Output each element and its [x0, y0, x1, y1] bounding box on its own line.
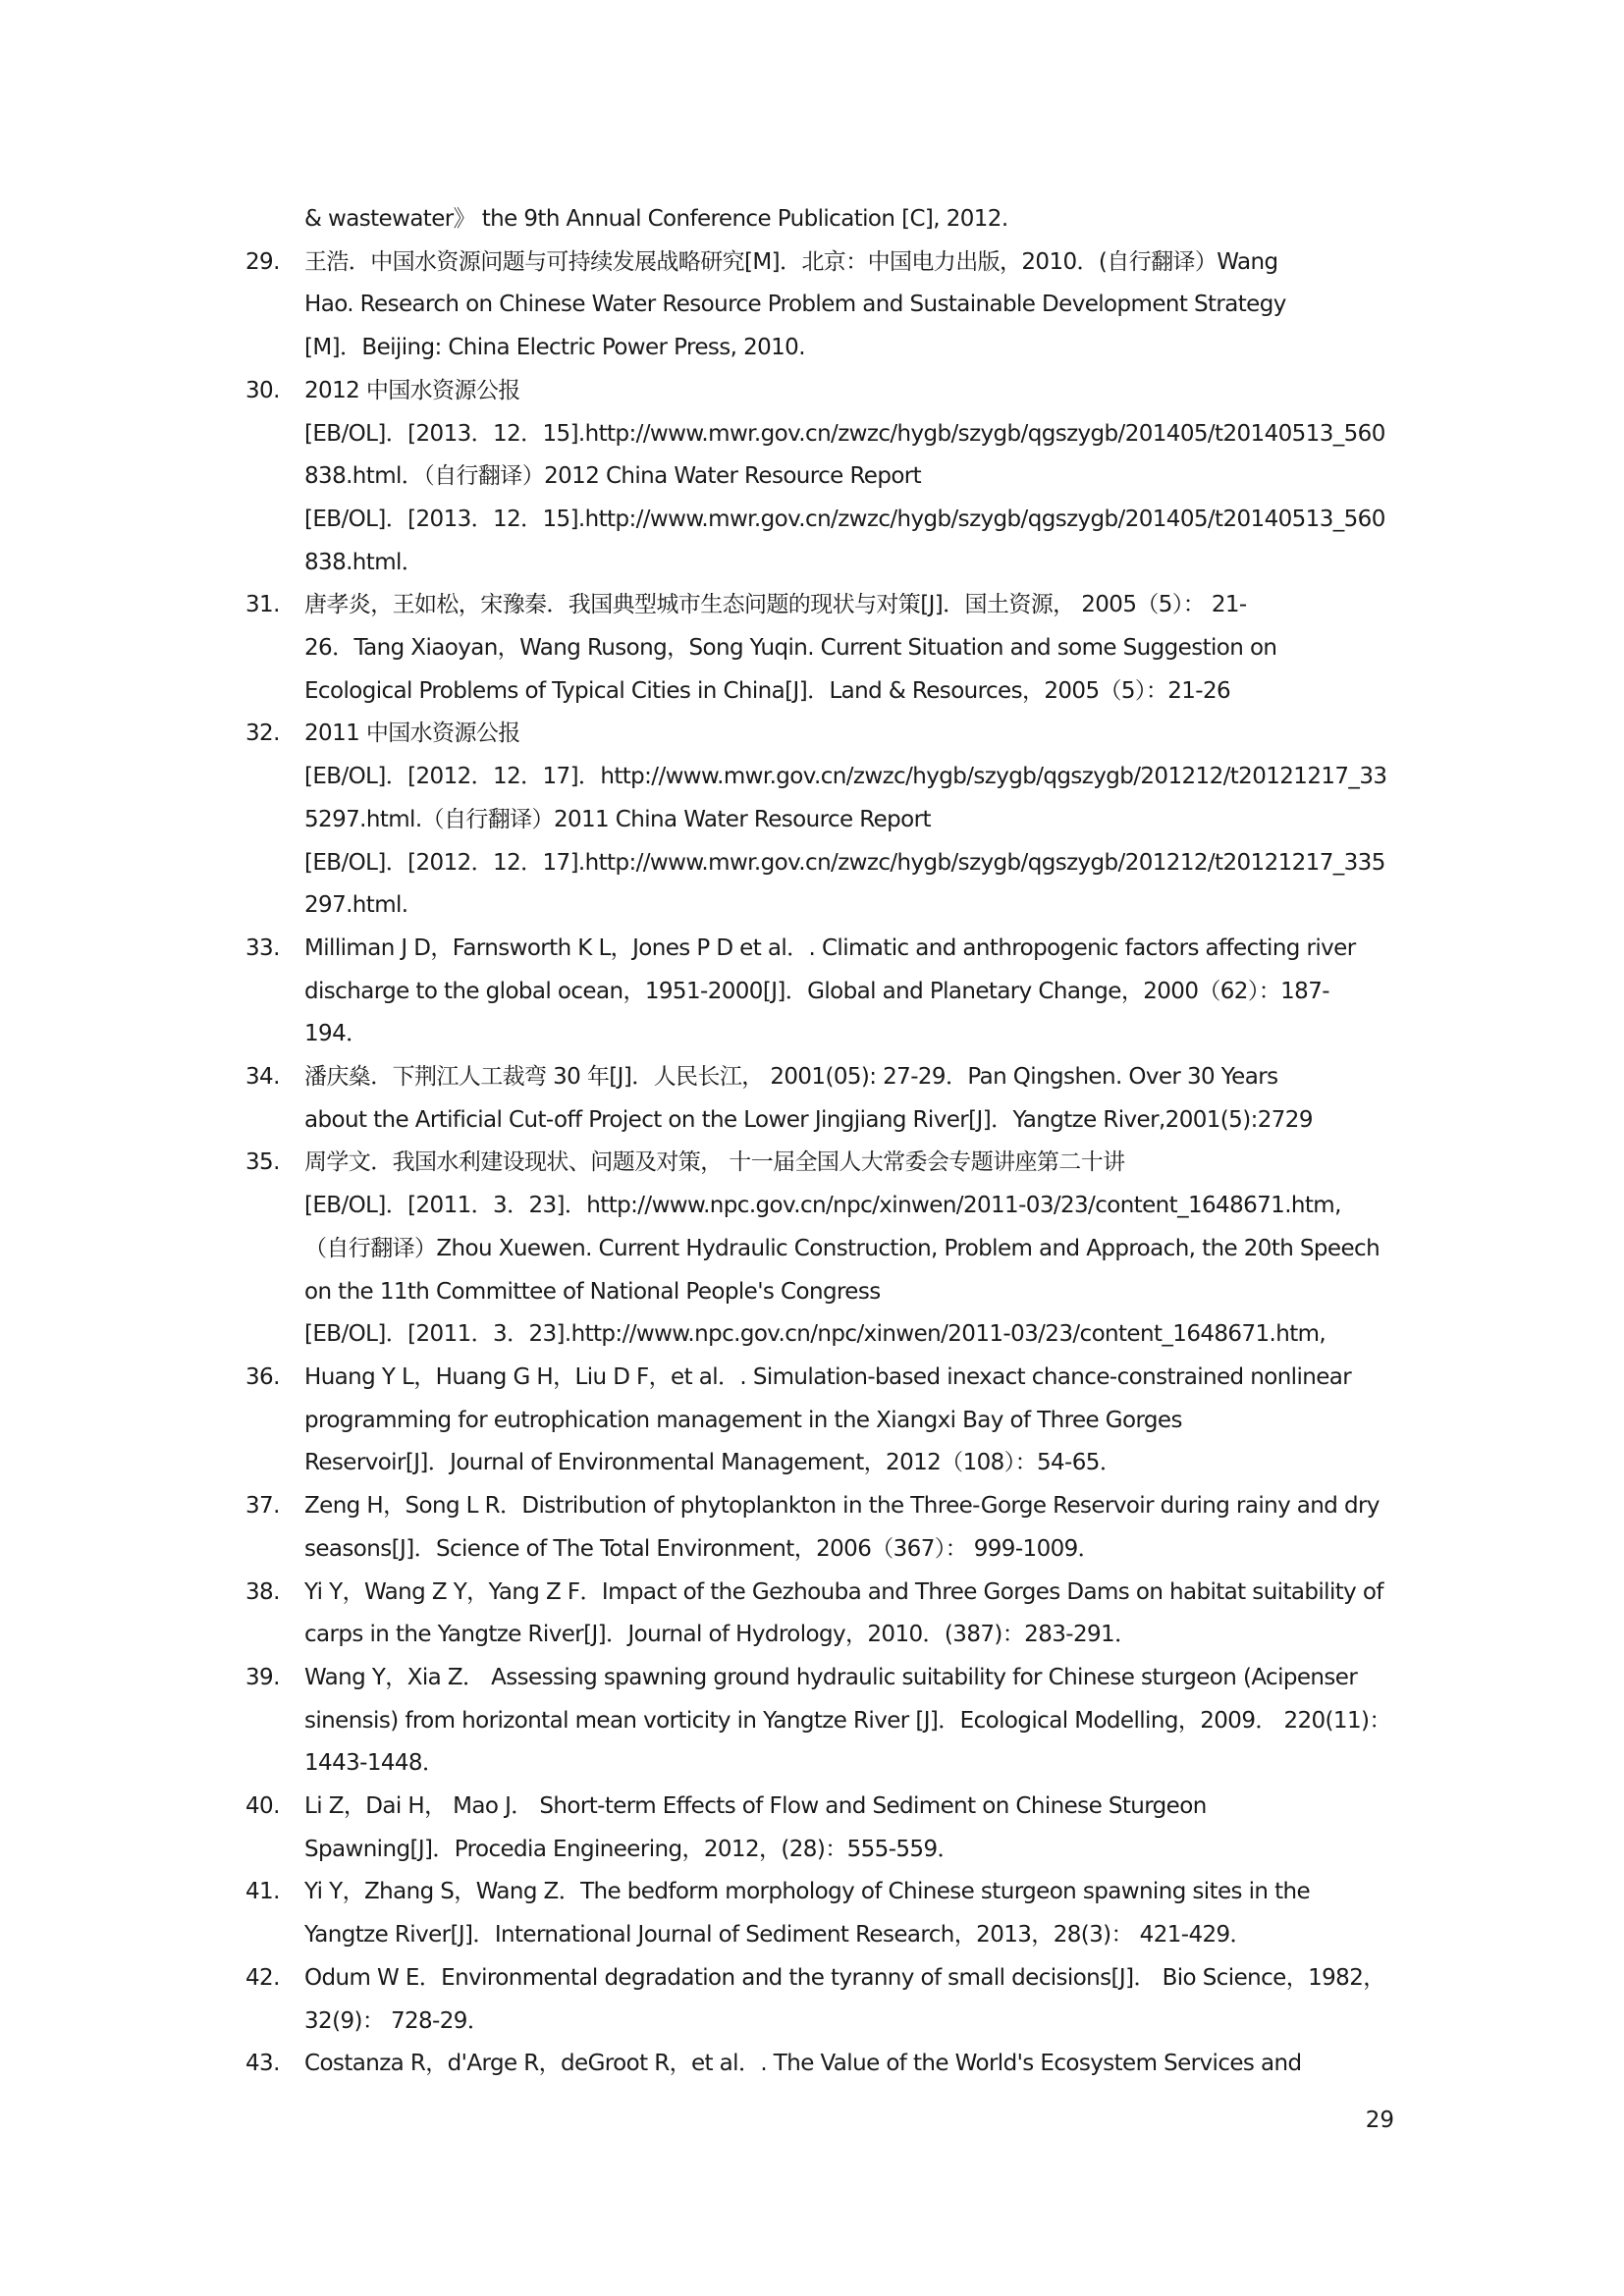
reference-line: [M]．Beijing: China Electric Power Press, 2010.: [304, 335, 805, 361]
reference-line: 5297.html.（自行翻译）2011 China Water Resource Report: [304, 806, 931, 832]
reference-line: Li Z，Dai H， Mao J． Short-term Effects of Flow and Sediment on Chinese Sturgeon: [304, 1793, 1207, 1820]
reference-line: Huang Y L，Huang G H，Liu D F，et al．. Simulation-based inexact chance-constrained nonlinear: [304, 1363, 1352, 1390]
reference-number: 29.: [245, 248, 280, 275]
reference-number: 34.: [245, 1064, 280, 1091]
reference-line: 2011 中国水资源公报: [304, 721, 520, 747]
reference-line: [EB/OL]．[2013．12．15].http://www.mwr.gov.cn/zwzc/hygb/szygb/qgszygb/201405/t20140513_560: [304, 420, 1385, 447]
reference-line: [EB/OL]．[2011．3．23].http://www.npc.gov.cn/npc/xinwen/2011-03/23/content_1648671.htm,: [304, 1321, 1326, 1348]
reference-number: 37.: [245, 1493, 280, 1520]
reference-number: 39.: [245, 1664, 280, 1690]
reference-line: Odum W E．Environmental degradation and the tyranny of small decisions[J]． Bio Science，1982，: [304, 1964, 1385, 1991]
reference-item: [245, 1871, 1394, 1956]
reference-line: 297.html.: [304, 892, 408, 919]
reference-line: sinensis) from horizontal mean vorticity in Yangtze River [J]．Ecological Modelling，2009． 220(11)：: [304, 1707, 1391, 1734]
reference-line: discharge to the global ocean，1951-2000[J]．Global and Planetary Change，2000（62）：187-: [304, 978, 1329, 1004]
reference-number: 40.: [245, 1793, 280, 1820]
reference-continuation: [245, 198, 1394, 241]
reference-number: 30.: [245, 377, 280, 403]
reference-line: 唐孝炎，王如松，宋豫秦．我国典型城市生态问题的现状与对策[J]．国土资源， 2005（5）： 21-: [304, 592, 1247, 618]
reference-number: 35.: [245, 1149, 280, 1176]
reference-line: 1443-1448．: [304, 1750, 445, 1777]
reference-number: 33.: [245, 934, 280, 961]
reference-item: [245, 1485, 1394, 1571]
reference-line: Zeng H，Song L R．Distribution of phytoplankton in the Three-Gorge Reservoir during rainy and dry: [304, 1493, 1380, 1520]
reference-item: [245, 2043, 1394, 2086]
reference-number: 31.: [245, 592, 280, 618]
reference-line: [EB/OL]．[2011．3．23]．http://www.npc.gov.cn/npc/xinwen/2011-03/23/content_1648671.htm,: [304, 1193, 1341, 1219]
reference-line: about the Artificial Cut-off Project on the Lower Jingjiang River[J]．Yangtze River,2001(5):2729: [304, 1106, 1313, 1133]
reference-item: [245, 584, 1394, 713]
reference-line: 194．: [304, 1021, 368, 1047]
reference-line: Hao. Research on Chinese Water Resource Problem and Sustainable Development Strategy: [304, 292, 1286, 318]
reference-line: Costanza R，d'Arge R，deGroot R，et al．. The Value of the World's Ecosystem Services and: [304, 2051, 1302, 2077]
reference-item: [245, 1357, 1394, 1485]
reference-line: Ecological Problems of Typical Cities in China[J]．Land & Resources，2005（5）：21-26: [304, 677, 1231, 704]
reference-item: [245, 928, 1394, 1056]
reference-item: [245, 1142, 1394, 1357]
reference-line: [EB/OL]．[2012．12．17].http://www.mwr.gov.cn/zwzc/hygb/szygb/qgszygb/201212/t20121217_335: [304, 849, 1385, 876]
reference-line: [EB/OL]．[2013．12．15].http://www.mwr.gov.cn/zwzc/hygb/szygb/qgszygb/201405/t20140513_560: [304, 506, 1385, 532]
reference-number: 41.: [245, 1879, 280, 1905]
reference-line: Yi Y，Zhang S，Wang Z．The bedform morphology of Chinese sturgeon spawning sites in the: [304, 1879, 1311, 1905]
reference-line: Wang Y，Xia Z． Assessing spawning ground hydraulic suitability for Chinese sturgeon (Acipenser: [304, 1664, 1358, 1690]
reference-line: carps in the Yangtze River[J]．Journal of Hydrology，2010．(387)：283-291．: [304, 1622, 1137, 1648]
reference-line: 838.html．（自行翻译）2012 China Water Resource Report: [304, 463, 922, 490]
reference-line: Reservoir[J]．Journal of Environmental Management，2012（108）：54-65．: [304, 1450, 1122, 1476]
reference-line: programming for eutrophication management in the Xiangxi Bay of Three Gorges: [304, 1407, 1182, 1433]
reference-item: [245, 713, 1394, 928]
reference-line: [EB/OL]．[2012．12．17]．http://www.mwr.gov.cn/zwzc/hygb/szygb/qgszygb/201212/t20121217_33: [304, 764, 1387, 790]
reference-number: 32.: [245, 721, 280, 747]
reference-line: 32(9)： 728-29．: [304, 2007, 490, 2034]
reference-line: on the 11th Committee of National People's Congress: [304, 1278, 881, 1305]
reference-number: 38.: [245, 1578, 280, 1605]
reference-item: [245, 1056, 1394, 1142]
reference-line: 潘庆燊．下荆江人工裁弯 30 年[J]．人民长江， 2001(05): 27-29．Pan Qingshen. Over 30 Years: [304, 1064, 1278, 1091]
reference-line: （自行翻译）Zhou Xuewen. Current Hydraulic Construction, Problem and Approach, the 20th Speech: [304, 1235, 1380, 1261]
reference-number: 36.: [245, 1363, 280, 1390]
reference-line: 838.html．: [304, 549, 424, 575]
reference-item: [245, 1957, 1394, 2043]
page-number: 29: [1365, 2108, 1394, 2133]
reference-number: 43.: [245, 2051, 280, 2077]
reference-line: Yangtze River[J]．International Journal of Sediment Research，2013，28(3)： 421-429．: [304, 1922, 1252, 1949]
reference-line: Spawning[J]．Procedia Engineering，2012，(28)：555-559．: [304, 1836, 959, 1862]
reference-line: Milliman J D，Farnsworth K L，Jones P D et al．. Climatic and anthropogenic factors affecting river: [304, 934, 1356, 961]
reference-item: [245, 1572, 1394, 1657]
reference-item: [245, 1786, 1394, 1871]
reference-line: & wastewater》 the 9th Annual Conference Publication [C], 2012.: [304, 206, 1008, 232]
reference-number: 42.: [245, 1964, 280, 1991]
reference-item: [245, 1657, 1394, 1786]
reference-line: 26．Tang Xiaoyan，Wang Rusong，Song Yuqin. Current Situation and some Suggestion on: [304, 635, 1277, 662]
reference-item: [245, 241, 1394, 370]
reference-line: seasons[J]．Science of The Total Environment，2006（367）： 999-1009．: [304, 1535, 1101, 1562]
reference-line: 2012 中国水资源公报: [304, 377, 520, 403]
reference-line: Yi Y，Wang Z Y，Yang Z F．Impact of the Gezhouba and Three Gorges Dams on habitat suitability of: [304, 1578, 1383, 1605]
reference-list: [245, 198, 1394, 2086]
reference-line: 王浩．中国水资源问题与可持续发展战略研究[M]．北京：中国电力出版，2010．(自行翻译）Wang: [304, 248, 1278, 275]
reference-item: [245, 370, 1394, 585]
reference-line: 周学文．我国水利建设现状、问题及对策， 十一届全国人大常委会专题讲座第二十讲: [304, 1149, 1125, 1176]
